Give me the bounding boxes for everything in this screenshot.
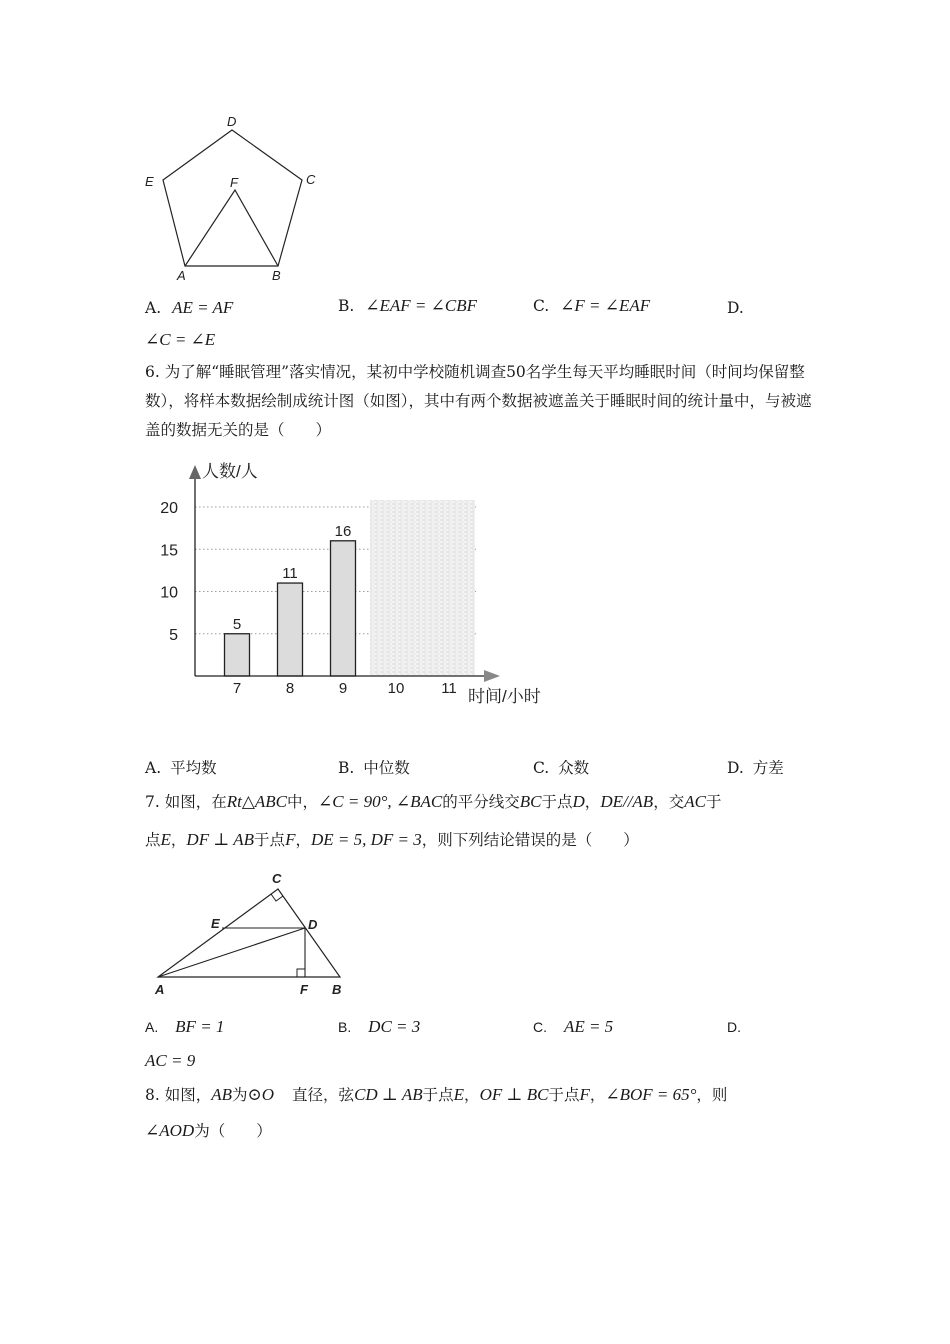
y-tick-label: 15 — [160, 542, 178, 560]
option-letter: B. — [338, 1019, 352, 1035]
option-letter: A. — [145, 1019, 159, 1035]
q8-text: 为（ ） — [194, 1122, 272, 1140]
option-letter: B. — [338, 297, 355, 315]
q7-question-line1 — [145, 792, 721, 812]
option-expr: AE = 5 — [563, 1017, 614, 1036]
segment-ad — [158, 928, 305, 977]
triangle-abc — [158, 889, 340, 977]
bar — [278, 583, 303, 676]
q8-text: 8. 如图， — [145, 1086, 212, 1104]
triangle-figure — [145, 865, 360, 1005]
label-D: D — [227, 114, 237, 129]
q7-text: 中， — [287, 793, 319, 811]
q8-math: OF ⊥ BC — [479, 1085, 549, 1104]
label-B: B — [332, 982, 342, 997]
q7-text: 点 — [145, 831, 161, 849]
y-tick-label: 20 — [160, 500, 178, 517]
bar-value-label: 16 — [334, 522, 352, 540]
q7-option-d[interactable] — [727, 1017, 741, 1037]
x-axis-arrow — [484, 670, 500, 682]
option-text: 方差 — [752, 759, 784, 777]
option-letter: C. — [533, 759, 550, 777]
triangle-abf — [185, 190, 278, 266]
q7-text: 于点 — [541, 793, 573, 811]
q5-option-d[interactable] — [727, 298, 744, 318]
option-expr: AC = 9 — [145, 1051, 196, 1070]
option-letter: A. — [145, 299, 162, 317]
q7-option-d-expr — [145, 1051, 195, 1071]
option-expr: ∠F = ∠EAF — [560, 296, 651, 315]
option-text: 中位数 — [363, 759, 410, 777]
y-tick-label: 5 — [169, 626, 178, 644]
option-letter: A. — [145, 759, 162, 777]
q7-math: BC — [519, 792, 542, 811]
q8-math: ⊙O — [247, 1085, 275, 1104]
q5-option-c[interactable] — [533, 296, 650, 316]
option-letter: D. — [727, 299, 744, 317]
option-expr: AE = AF — [172, 298, 234, 317]
q8-math: E — [453, 1085, 465, 1104]
q7-math: Rt△ABC — [226, 792, 288, 811]
option-expr: ∠EAF = ∠CBF — [365, 296, 477, 315]
q7-math: DF ⊥ AB — [186, 830, 255, 849]
q8-question-line2 — [145, 1121, 272, 1141]
q6-option-d[interactable] — [727, 758, 784, 778]
right-angle-f — [297, 969, 305, 977]
q7-math: DE//AB — [600, 792, 654, 811]
label-A: A — [155, 982, 165, 997]
q8-text: 于点 — [422, 1086, 454, 1104]
q8-text: ，则 — [696, 1086, 728, 1104]
q7-text: 的平分线交 — [442, 793, 520, 811]
q7-text: ， — [584, 793, 601, 811]
q8-math: CD ⊥ AB — [354, 1085, 423, 1104]
x-axis-label: 时间/小时 — [468, 687, 541, 706]
option-text: 众数 — [558, 759, 590, 777]
bar-value-label: 11 — [282, 565, 298, 583]
option-letter: C. — [533, 297, 550, 315]
q7-math: DE = 5, DF = 3 — [310, 830, 422, 849]
x-tick-label: 7 — [232, 680, 242, 697]
y-axis-arrow — [189, 465, 201, 479]
q7-text: ，则下列结论错误的是（ ） — [421, 831, 639, 849]
label-D: D — [308, 917, 318, 932]
q7-option-c[interactable] — [533, 1017, 613, 1037]
bar — [225, 634, 250, 676]
q6-question-text: 6. 为了解“睡眠管理”落实情况，某初中学校随机调查50名学生每天平均睡眠时间（时间均保留整数），将样本数据绘制成统计图（如图），其中有两个数据被遮盖关于睡眠时间的统计量中，与被遮盖的数据无关的是（ ） — [145, 363, 812, 439]
q7-question-line2 — [145, 830, 639, 850]
x-tick-label: 8 — [285, 680, 295, 697]
bar-value-label: 5 — [232, 615, 242, 633]
q7-text: ，交 — [653, 793, 685, 811]
label-A: A — [177, 268, 186, 283]
label-C: C — [272, 871, 282, 886]
q7-text: 于 — [705, 793, 722, 811]
option-expr: ∠C = ∠E — [145, 330, 216, 349]
q6-option-a[interactable] — [145, 758, 217, 778]
q7-text: ， — [295, 831, 311, 849]
q7-math: ∠C = 90°, ∠BAC — [318, 792, 443, 811]
label-B: B — [272, 268, 281, 283]
pentagon-figure — [140, 110, 330, 290]
q8-math: ∠AOD — [145, 1121, 195, 1140]
y-tick-label: 10 — [160, 584, 178, 602]
x-tick-label: 11 — [441, 680, 457, 697]
q8-text: 于点 — [548, 1086, 580, 1104]
occluded-region — [370, 500, 475, 676]
q8-math: F — [579, 1085, 590, 1104]
q7-option-a[interactable] — [145, 1017, 224, 1037]
label-E: E — [145, 174, 154, 189]
q8-math: AB — [211, 1085, 232, 1104]
label-E: E — [211, 916, 220, 931]
q7-text: 于点 — [254, 831, 286, 849]
q8-text: ， — [464, 1086, 480, 1104]
q8-text: ， — [589, 1086, 606, 1104]
sleep-bar-chart — [140, 455, 560, 725]
q8-text: 直径，弦 — [292, 1086, 355, 1104]
q7-math: AC — [684, 792, 706, 811]
label-C: C — [306, 172, 316, 187]
label-F: F — [300, 982, 308, 997]
q6-option-c[interactable] — [533, 758, 589, 778]
q7-text: 7. 如图，在 — [145, 793, 227, 811]
option-expr: DC = 3 — [368, 1017, 421, 1036]
option-letter: D. — [727, 759, 744, 777]
option-letter: B. — [338, 759, 355, 777]
label-F: F — [230, 175, 238, 190]
q5-option-a[interactable] — [145, 298, 233, 318]
q8-text: 为 — [232, 1086, 248, 1104]
q8-math: ∠BOF = 65° — [605, 1085, 697, 1104]
q8-question-line1 — [145, 1085, 727, 1105]
x-tick-label: 9 — [338, 680, 348, 697]
x-tick-label: 10 — [387, 680, 405, 697]
q7-math: E — [160, 830, 171, 849]
option-expr: BF = 1 — [175, 1017, 225, 1036]
q7-math: D — [572, 792, 585, 811]
right-angle-c — [271, 894, 283, 901]
q7-math: F — [285, 830, 296, 849]
y-axis-label: 人数/人 — [202, 462, 258, 481]
option-letter: D. — [727, 1019, 741, 1035]
option-text: 平均数 — [170, 759, 217, 777]
q5-option-b[interactable] — [338, 296, 477, 316]
pentagon-shape — [163, 130, 302, 266]
q5-option-d-expr — [145, 330, 215, 350]
q6-option-b[interactable] — [338, 758, 410, 778]
q7-option-b[interactable] — [338, 1017, 420, 1037]
option-letter: C. — [533, 1019, 547, 1035]
q7-text: ， — [170, 831, 187, 849]
bar — [331, 541, 356, 676]
